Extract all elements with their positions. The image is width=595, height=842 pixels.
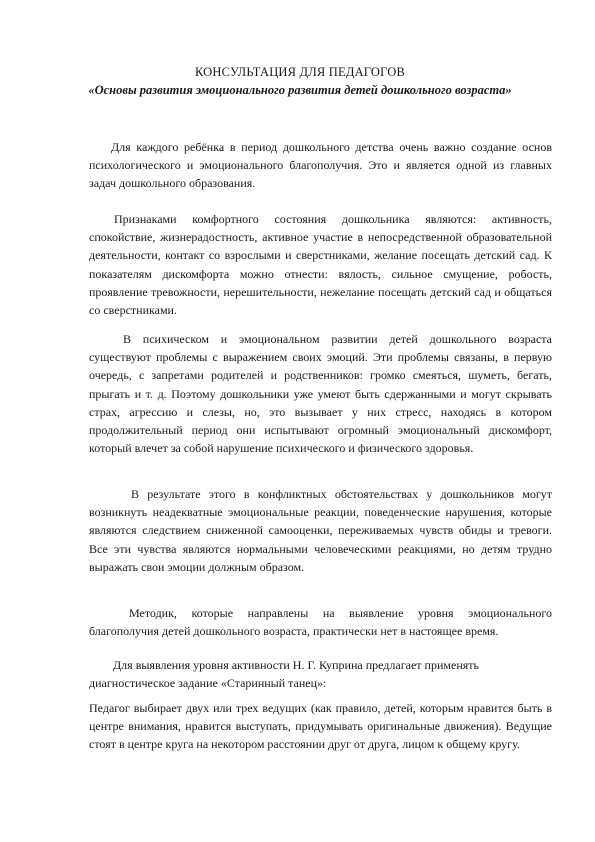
paragraph-5: Методик, которые направлены на выявление уровня эмоционального благополучия детей дошкольного возраста, практически нет в настоящее время. xyxy=(89,606,552,639)
paragraph-6: Для выявления уровня активности Н. Г. Куприна предлагает применять диагностическое задание «Старинный танец»: xyxy=(89,658,479,691)
document-subtitle: «Основы развития эмоционального развития детей дошкольного возраста» xyxy=(88,83,512,97)
paragraph-1: Для каждого ребёнка в период дошкольного детства очень важно создание основ психологического и эмоционального благополучия. Это и является одной из главных задач дошкольного образования. xyxy=(89,140,552,191)
paragraph-3: В психическом и эмоциональном развитии детей дошкольного возраста существуют проблемы с выражением своих эмоций. Эти проблемы связаны, в первую очередь, с запретами родителей и родственников: громко смеяться, шуметь, бегать, прыгать и т. д. Поэтому дошкольники уже умеют быть сдержанными и могут скрывать страх, агрессию и слезы, но, это вызывает у них стресс, находясь в котором продолжительный период они испытывают огромный эмоциональный дискомфорт, который влечет за собой нарушение психического и физического здоровья. xyxy=(89,332,552,456)
paragraph-2: Признаками комфортного состояния дошкольника являются: активность, спокойствие, жизнерадостность, активное участие в непосредственной образовательной деятельности, контакт со взрослыми и сверстниками, желание посещать детский сад. К показателям дискомфорта можно отнести: вялость, сильное смущение, робость, проявление тревожности, нерешительности, нежелание посещать детский сад и общаться со сверстниками. xyxy=(89,212,552,318)
paragraph-7: Педагог выбирает двух или трех ведущих (как правило, детей, которым нравится быть в центре внимания, нравится выступать, придумывать оригинальные движения). Ведущие стоят в центре круга на некотором расстоянии друг от друга, лицом к общему кругу. xyxy=(89,701,552,752)
document-title: КОНСУЛЬТАЦИЯ ДЛЯ ПЕДАГОГОВ xyxy=(194,65,406,79)
paragraph-4: В результате этого в конфликтных обстоятельствах у дошкольников могут возникнуть неадекватные эмоциональные реакции, поведенческие нарушения, которые являются следствием сниженной самооценки, переживаемых чувств обиды и тревоги. Все эти чувства являются нормальными человеческими реакциями, но детям трудно выражать свои эмоции должным образом. xyxy=(89,487,552,574)
